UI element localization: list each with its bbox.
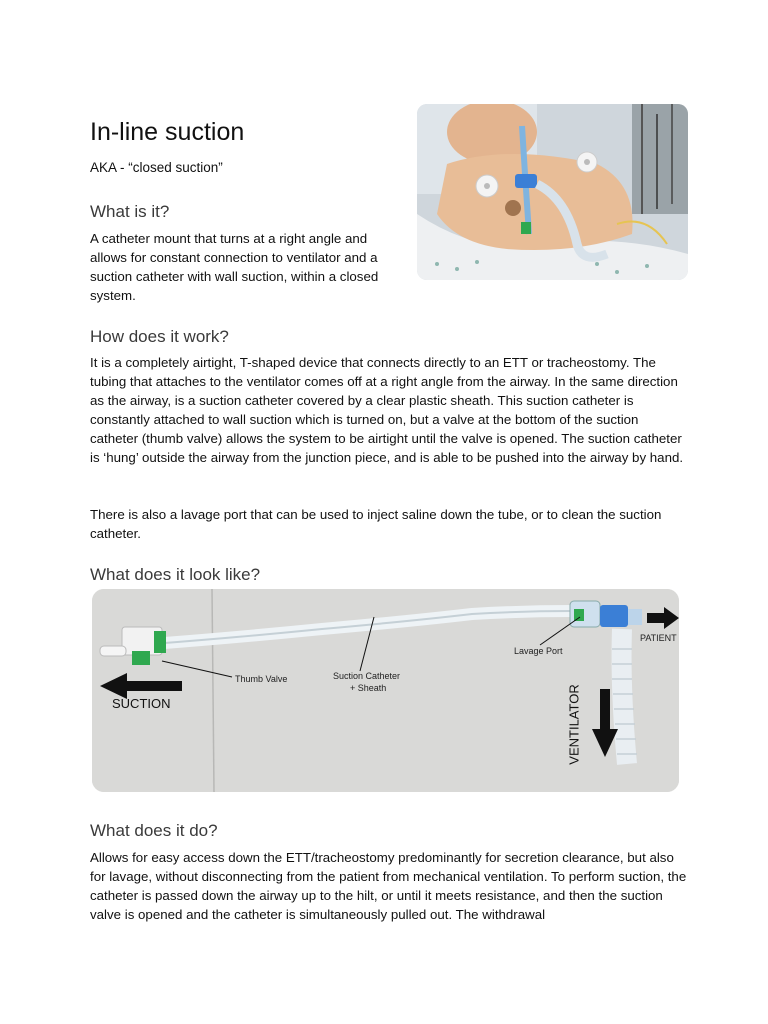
paragraph-what-is-it: A catheter mount that turns at a right angle and allows for constant connection to ventilator and a suction catheter with wall suction, within a closed system. (90, 231, 379, 303)
heading-what-does-it-do: What does it do? (90, 821, 218, 840)
page-title: In-line suction (90, 118, 245, 146)
manikin-photo (417, 104, 688, 280)
label-suction-catheter-2: + Sheath (350, 683, 387, 693)
aka-text: AKA - “closed suction” (90, 160, 223, 175)
paragraph-how-does-it-work-2: There is also a lavage port that can be used to inject saline down the tube, or to clean the suction catheter. (90, 507, 662, 541)
manikin-photo-image (417, 104, 688, 280)
label-suction-catheter-1: Suction Catheter (333, 671, 401, 681)
paragraph-how-does-it-work-1: It is a completely airtight, T-shaped device that connects directly to an ETT or tracheostomy. The tubing that attaches to the ventilator comes off at a right angle from the airway. In the same direction as the airway, is a suction catheter covered by a clear plastic sheath. This suction catheter is constantly attached to wall suction which is turned on, but a valve at the bottom of the suction catheter (thumb valve) allows the system to be airtight until the valve is opened. The suction catheter is ‘hung’ outside the airway from the junction piece, and is able to be pushed into the airway by hand. (90, 355, 684, 465)
label-patient: PATIENT (640, 633, 677, 643)
device-photo (92, 589, 679, 792)
label-lavage-port: Lavage Port (514, 646, 563, 656)
paragraph-what-does-it-do: Allows for easy access down the ETT/tracheostomy predominantly for secretion clearance, but also for lavage, without disconnecting from the patient from mechanical ventilation. To perform suction, the catheter is passed down the airway up to the hilt, or until it meets resistance, and then the suction valve is opened and the catheter is simultaneously pulled out. The withdrawal (90, 850, 687, 922)
heading-what-is-it: What is it? (90, 202, 170, 221)
label-thumb-valve: Thumb Valve (235, 674, 288, 684)
label-suction: SUCTION (112, 696, 171, 711)
heading-how-does-it-work: How does it work? (90, 327, 229, 346)
label-ventilator: VENTILATOR (566, 684, 582, 765)
heading-what-does-it-look-like: What does it look like? (90, 565, 261, 584)
